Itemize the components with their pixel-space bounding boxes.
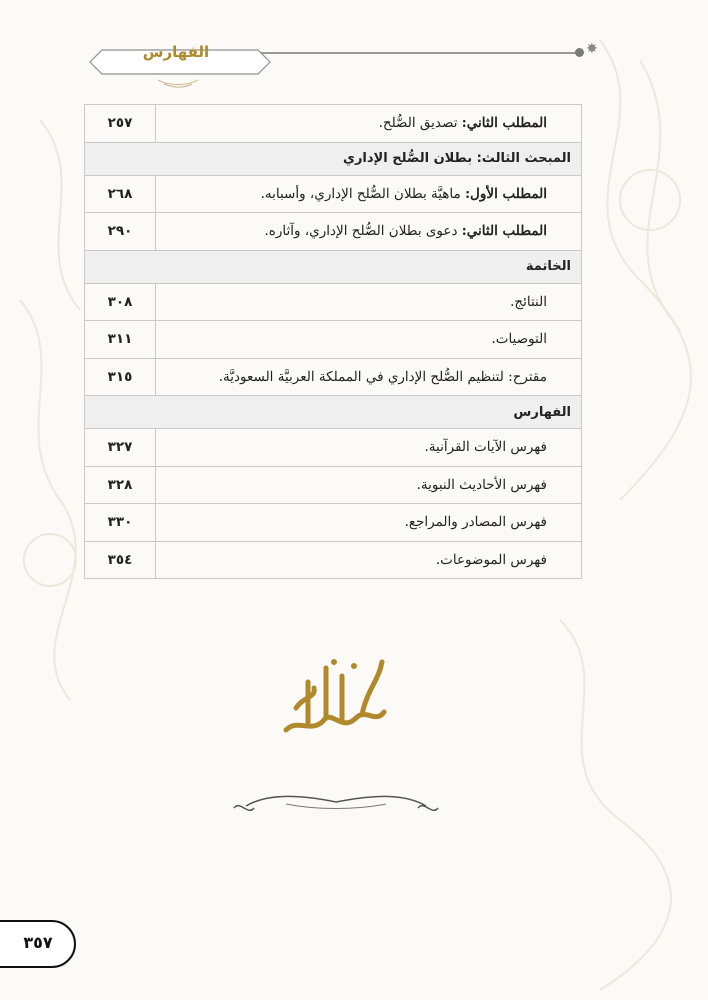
toc-section-title: الخاتمة — [85, 250, 582, 283]
toc-entry-title — [156, 358, 582, 396]
toc-entry-text: فهرس الموضوعات. — [435, 551, 547, 568]
toc-entry-title — [156, 321, 582, 359]
toc-entry-text: دعوى بطلان الصُّلح الإداري، وآثاره. — [264, 223, 462, 240]
toc-section-row — [85, 250, 582, 283]
toc-page-number: ٣٠٨ — [85, 283, 156, 321]
toc-section-title: الفهارس — [85, 396, 582, 429]
toc-page-number: ٢٥٧ — [85, 105, 156, 143]
toc-entry-text: فهرس الآيات القرآنية. — [424, 439, 547, 456]
ornamental-divider — [226, 790, 446, 820]
toc-entry-row — [85, 283, 582, 321]
page-header-title: الفهارس — [142, 43, 210, 61]
toc-page-number: ٣١١ — [85, 321, 156, 359]
toc-entry-title — [156, 213, 582, 251]
toc-table — [84, 104, 582, 579]
toc-page-number: ٢٩٠ — [85, 213, 156, 251]
toc-entry-text: فهرس المصادر والمراجع. — [404, 514, 547, 531]
toc-entry-row — [85, 175, 582, 213]
toc-entry-text: فهرس الأحاديث النبوية. — [416, 476, 547, 493]
toc-entry-text: تصديق الصُّلح. — [378, 115, 462, 132]
toc-section-row — [85, 142, 582, 175]
toc-entry-title — [156, 466, 582, 504]
toc-page-number: ٣٥٤ — [85, 541, 156, 579]
header-dot — [575, 48, 584, 57]
toc-page-number: ٣٢٧ — [85, 429, 156, 467]
toc-page-number: ٣٢٨ — [85, 466, 156, 504]
toc-entry-text: مقترح: لتنظيم الصُّلح الإداري في المملكة العربيَّة السعوديَّة. — [218, 368, 547, 385]
toc-entry-text: التوصيات. — [491, 331, 547, 348]
toc-page-number: ٢٦٨ — [85, 175, 156, 213]
toc-entry-label: المطلب الثاني: — [461, 115, 547, 132]
toc-entry-title — [156, 175, 582, 213]
toc-entry-text: ماهيَّة بطلان الصُّلح الإداري، وأسبابه. — [260, 185, 466, 202]
toc-entry-label: المطلب الأول: — [465, 185, 547, 202]
toc-section-row — [85, 396, 582, 429]
toc-entry-row — [85, 466, 582, 504]
toc-entry-text: النتائج. — [510, 293, 547, 310]
toc-entry-row — [85, 358, 582, 396]
toc-section-title: المبحث الثالث: بطلان الصُّلح الإداري — [85, 142, 582, 175]
toc-entry-row — [85, 429, 582, 467]
toc-entry-title — [156, 283, 582, 321]
toc-entry-title — [156, 504, 582, 542]
toc-entry-row — [85, 504, 582, 542]
toc-page-number: ٣١٥ — [85, 358, 156, 396]
toc-page-number: ٣٣٠ — [85, 504, 156, 542]
toc-entry-row — [85, 541, 582, 579]
toc-entry-title — [156, 429, 582, 467]
toc-entry-title — [156, 541, 582, 579]
toc-entry-label: المطلب الثاني: — [461, 223, 547, 240]
toc-entry-title — [156, 105, 582, 143]
toc-entry-row — [85, 105, 582, 143]
header-rule — [255, 52, 580, 54]
toc-entry-row — [85, 321, 582, 359]
toc-entry-row — [85, 213, 582, 251]
header-star-icon: ✸ — [586, 41, 598, 57]
calligraphy-emblem — [268, 648, 392, 744]
page-number: ٣٥٧ — [23, 933, 53, 952]
